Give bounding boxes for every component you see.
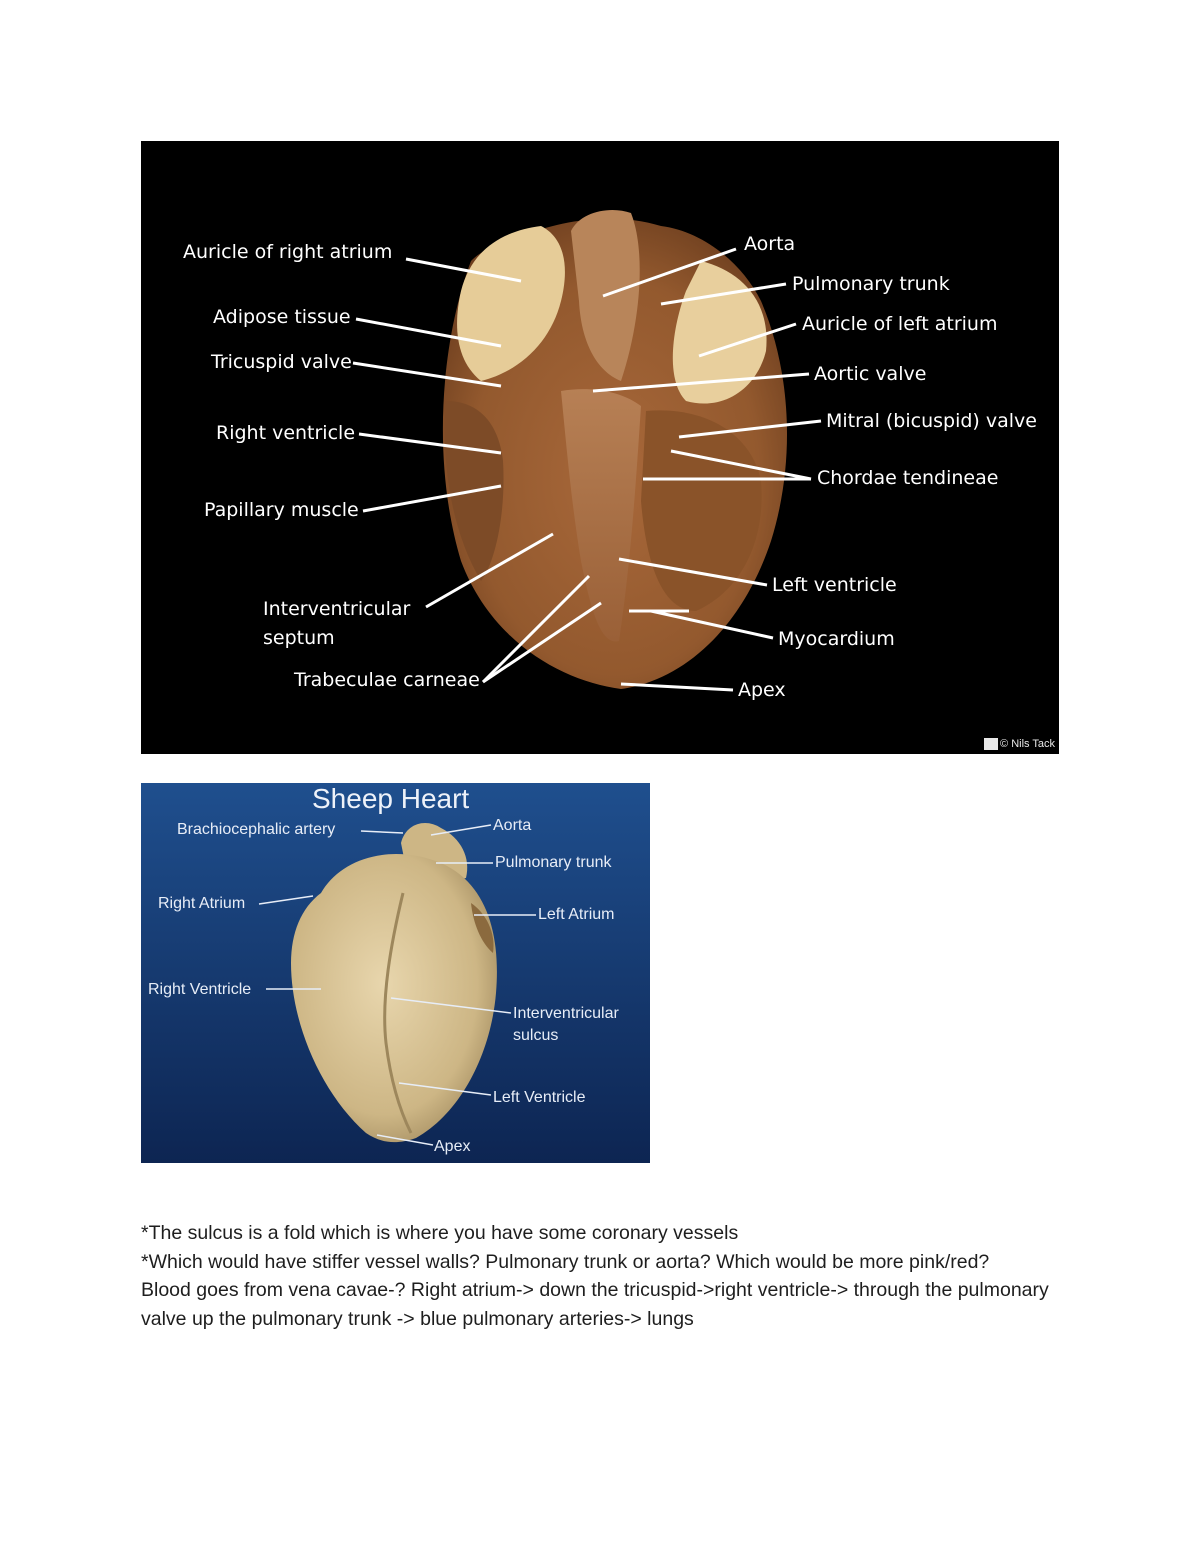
- sheep-heart-figure: [141, 783, 650, 1163]
- label-pulmonary-trunk: Pulmonary trunk: [792, 273, 950, 295]
- label-myocardium: Myocardium: [778, 628, 895, 650]
- label-right-ventricle-sheep: Right Ventricle: [148, 981, 252, 998]
- note-line: Blood goes from vena cavae-? Right atrium-> down the tricuspid->right ventricle-> through the pulmonary valve up the pulmonary trunk -> blue pulmonary arteries-> lungs: [141, 1279, 1049, 1330]
- label-right-ventricle: Right ventricle: [216, 422, 356, 444]
- label-aortic-valve: Aortic valve: [814, 363, 927, 385]
- label-aorta: Aorta: [744, 233, 796, 255]
- label-papillary-muscle: Papillary muscle: [204, 499, 359, 521]
- label-left-atrium: Left Atrium: [538, 906, 615, 923]
- label-tricuspid-valve: Tricuspid valve: [211, 351, 352, 373]
- credit-text: © Nils Tack: [1000, 738, 1055, 750]
- label-brachiocephalic-artery: Brachiocephalic artery: [177, 821, 336, 838]
- label-aorta-sheep: Aorta: [493, 817, 532, 834]
- label-trabeculae-carneae: Trabeculae carneae: [294, 669, 480, 691]
- label-apex-sheep: Apex: [434, 1138, 471, 1155]
- logo-icon: [984, 738, 998, 750]
- image-credit: [984, 738, 1055, 750]
- heart-dissection-figure: [141, 141, 1059, 754]
- label-interventricular-septum: Interventricular septum: [263, 598, 411, 649]
- label-adipose-tissue: Adipose tissue: [213, 306, 351, 328]
- label-left-ventricle: Left ventricle: [772, 574, 897, 596]
- notes-text: [141, 1219, 1061, 1333]
- label-auricle-right-atrium: Auricle of right atrium: [183, 241, 393, 263]
- note-line: *Which would have stiffer vessel walls? Pulmonary trunk or aorta? Which would be more pink/red?: [141, 1250, 990, 1273]
- heart-dissection-image: [141, 141, 1059, 754]
- label-interventricular-sulcus: Interventricular sulcus: [513, 1005, 619, 1044]
- label-pulmonary-trunk-sheep: Pulmonary trunk: [495, 854, 612, 871]
- label-apex: Apex: [738, 679, 786, 701]
- sheep-heart-title: Sheep Heart: [312, 783, 470, 814]
- label-auricle-left-atrium: Auricle of left atrium: [802, 313, 998, 335]
- label-chordae-tendineae: Chordae tendineae: [817, 467, 999, 489]
- label-mitral-valve: Mitral (bicuspid) valve: [826, 410, 1037, 432]
- label-left-ventricle-sheep: Left Ventricle: [493, 1089, 586, 1106]
- note-line: *The sulcus is a fold which is where you have some coronary vessels: [141, 1222, 739, 1244]
- label-right-atrium: Right Atrium: [158, 895, 246, 912]
